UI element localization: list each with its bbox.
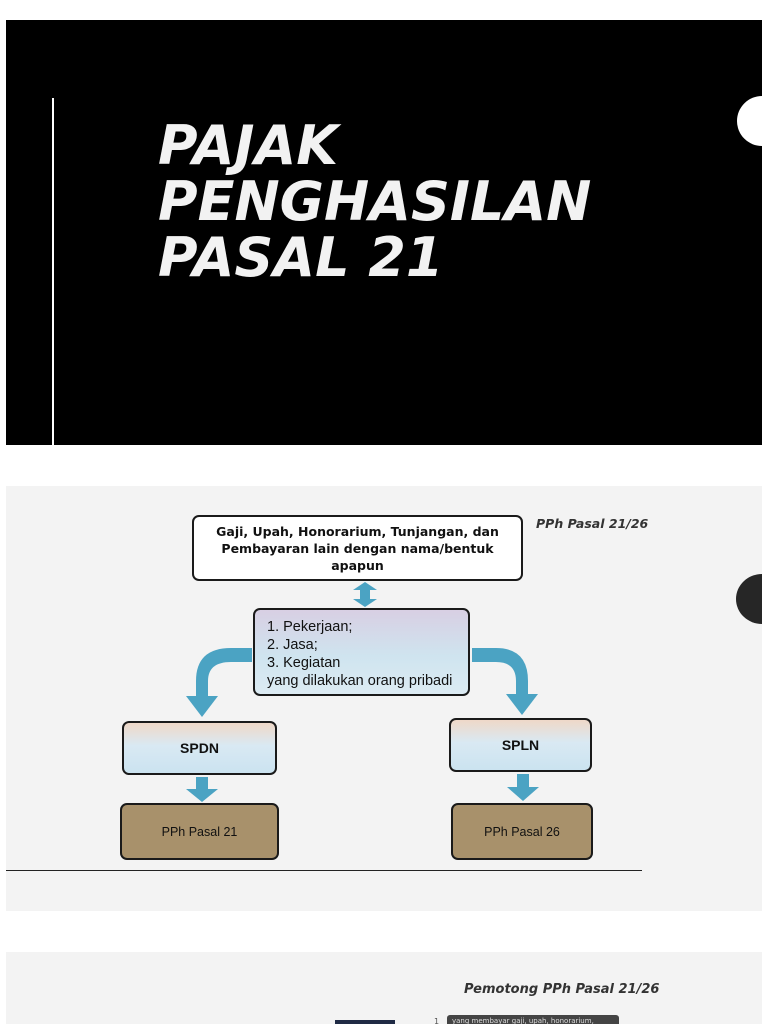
curved-arrow-left-icon: [186, 648, 252, 717]
item-text-box: yang membayar gaji, upah, honorarium,: [447, 1015, 619, 1024]
withholder-slide: [6, 952, 762, 1024]
slide-edge-circle: [737, 96, 762, 146]
slide-corner-label: Pemotong PPh Pasal 21/26: [464, 982, 660, 997]
activity-line: 1. Pekerjaan;: [267, 619, 353, 635]
pph21-box: PPh Pasal 21: [120, 803, 279, 860]
down-arrow-left-icon: [186, 777, 218, 802]
dark-block: [335, 1020, 395, 1024]
vertical-divider: [52, 98, 54, 445]
activity-line: 3. Kegiatan: [267, 655, 341, 671]
title-line-2: PENGHASILAN: [158, 170, 592, 233]
title-line-3: PASAL 21: [158, 226, 444, 289]
bottom-rule: [6, 870, 642, 871]
double-arrow-icon: [353, 582, 377, 607]
title-slide: [6, 20, 762, 445]
item-number: 1: [434, 1017, 440, 1024]
slide-corner-label: PPh Pasal 21/26: [536, 516, 649, 531]
spln-box: SPLN: [449, 718, 592, 772]
activity-line: 2. Jasa;: [267, 637, 318, 653]
curved-arrow-right-icon: [472, 648, 538, 715]
activity-line: yang dilakukan orang pribadi: [267, 673, 453, 689]
spdn-box: SPDN: [122, 721, 277, 775]
title-line-1: PAJAK: [158, 114, 339, 177]
down-arrow-right-icon: [507, 774, 539, 801]
income-types-box: Gaji, Upah, Honorarium, Tunjangan, dan Pembayaran lain dengan nama/bentuk apapun: [192, 515, 523, 581]
pph26-box: PPh Pasal 26: [451, 803, 593, 860]
activities-box: [253, 608, 470, 696]
diagram-slide: [6, 486, 762, 911]
slide-title: [158, 114, 592, 289]
